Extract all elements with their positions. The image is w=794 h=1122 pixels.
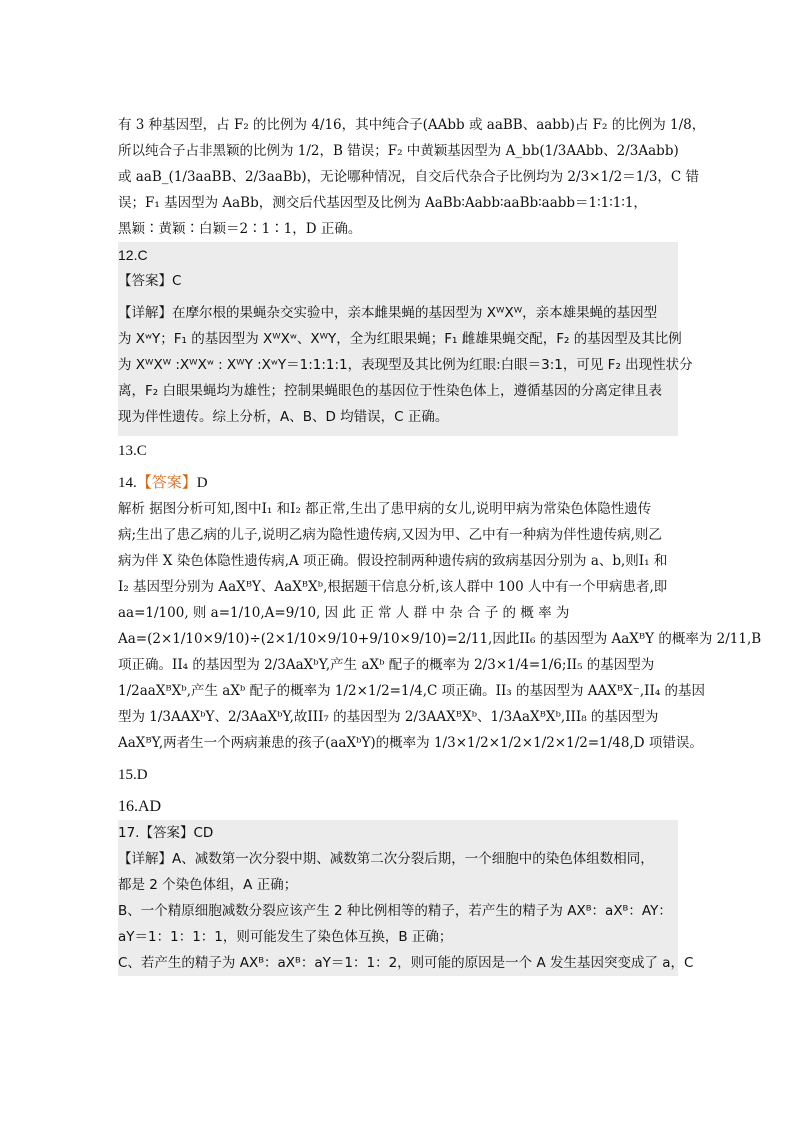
analysis-line: 1/2aaXᴮXᵇ,产生 aXᵇ 配子的概率为 1/2×1/2=1/4,C 项正确。II₃ 的基因型为 AAXᴮX⁻,II₄ 的基因 — [118, 683, 706, 699]
question-14-heading — [118, 470, 678, 496]
text-line: 所以纯合子占非黑颖的比例为 1/2，B 错误；F₂ 中黄颖基因型为 A_bb(1/3AAbb、2/3Aabb) — [118, 143, 679, 159]
text-line: 黑颖∶黄颖∶白颖＝2∶1∶1，D 正确。 — [118, 221, 362, 237]
analysis-line: Aa=(2×1/10×9/10)÷(2×1/10×9/10+9/10×9/10)=2/11,因此II₆ 的基因型为 AaXᴮY 的概率为 2/11,B — [118, 631, 762, 647]
question-number: 17.【答案】CD — [118, 825, 214, 841]
analysis-line: 病;生出了患乙病的儿子,说明乙病为隐性遗传病,又因为甲、乙中有一种病为伴性遗传病,则乙 — [118, 527, 662, 543]
question-16-number: 16.AD — [118, 798, 162, 815]
answer-tag: 【答案】 — [136, 475, 197, 491]
question-number: 14. — [118, 475, 137, 491]
analysis-line: 型为 1/3AAXᵇY、2/3AaXᵇY,故III₇ 的基因型为 2/3AAXᴮXᵇ、1/3AaXᴮXᵇ,III₈ 的基因型为 — [118, 709, 659, 725]
analysis-line: I₂ 基因型分别为 AaXᴮY、AaXᴮXᵇ,根据题干信息分析,该人群中 100 人中有一个甲病患者,即 — [118, 579, 668, 595]
analysis-line: aa=1/100, 则 a=1/10,A=9/10, 因 此 正 常 人 群 中 杂 合 子 的 概 率 为 — [118, 605, 570, 621]
analysis-line: 项正确。II₄ 的基因型为 2/3AaXᵇY,产生 aXᵇ 配子的概率为 2/3×1/4=1/6;II₅ 的基因型为 — [118, 657, 655, 673]
explanation-line: 现为伴性遗传。综上分析，A、B、D 均错误，C 正确。 — [118, 409, 449, 425]
explanation-line: 离，F₂ 白眼果蝇均为雄性；控制果蝇眼色的基因位于性染色体上，遵循基因的分离定律且表 — [118, 383, 662, 399]
explanation-line: B、一个精原细胞减数分裂应该产生 2 种比例相等的精子，若产生的精子为 AXᴮ：aXᴮ：AY： — [118, 903, 672, 919]
explanation-line: 为 XᵂXᵂ :XᵂXʷ : XᵂY :XʷY＝1:1:1:1，表现型及其比例为红眼:白眼＝3:1，可见 F₂ 出现性状分 — [118, 357, 693, 373]
answer-label: 【答案】C — [118, 273, 182, 289]
document-page — [118, 112, 762, 976]
analysis-line: 病为伴 X 染色体隐性遗传病,A 项正确。假设控制两种遗传病的致病基因分别为 a、b,则I₁ 和 — [118, 553, 668, 569]
explanation-line: 都是 2 个染色体组，A 正确； — [118, 877, 298, 893]
explanation-line: 为 XʷY；F₁ 的基因型为 XᵂXʷ、XᵂY，全为红眼果蝇；F₁ 雌雄果蝇交配，F₂ 的基因型及其比例 — [118, 331, 682, 347]
question-15-number: 15.D — [118, 767, 148, 783]
explanation-line: 【详解】在摩尔根的果蝇杂交实验中，亲本雌果蝇的基因型为 XᵂXᵂ，亲本雄果蝇的基因型 — [118, 305, 658, 321]
question-12-block — [118, 242, 693, 436]
intro-paragraph — [118, 112, 706, 242]
question-17-block — [118, 820, 694, 976]
answer-value: D — [196, 475, 208, 491]
text-line: 或 aaB_(1/3aaBB、2/3aaBb)，无论哪种情况，自交后代杂合子比例均为 2/3×1/2＝1/3，C 错 — [118, 169, 700, 185]
text-line: 误；F₁ 基因型为 AaBb，测交后代基因型及比例为 AaBb∶Aabb∶aaBb∶aabb＝1∶1∶1∶1， — [118, 195, 647, 211]
explanation-line: 【详解】A、减数第一次分裂中期、减数第二次分裂后期，一个细胞中的染色体组数相同， — [118, 851, 654, 867]
text-line: 有 3 种基因型，占 F₂ 的比例为 4/16，其中纯合子(AAbb 或 aaBB、aabb)占 F₂ 的比例为 1/8， — [118, 117, 706, 133]
question-14-block — [118, 470, 762, 756]
analysis-line: 解析 据图分析可知,图中I₁ 和I₂ 都正常,生出了患甲病的女儿,说明甲病为常染色体隐性遗传 — [118, 501, 652, 517]
question-number: 12.C — [118, 247, 148, 263]
explanation-line: C、若产生的精子为 AXᴮ：aXᴮ：aY＝1：1：2，则可能的原因是一个 A 发生基因突变成了 a，C — [118, 955, 694, 971]
analysis-line: AaXᴮY,两者生一个两病兼患的孩子(aaXᵇY)的概率为 1/3×1/2×1/2×1/2×1/2=1/48,D 项错误。 — [118, 735, 703, 751]
explanation-line: aY＝1：1：1：1，则可能发生了染色体互换，B 正确； — [118, 929, 453, 945]
question-13-number: 13.C — [118, 443, 147, 459]
